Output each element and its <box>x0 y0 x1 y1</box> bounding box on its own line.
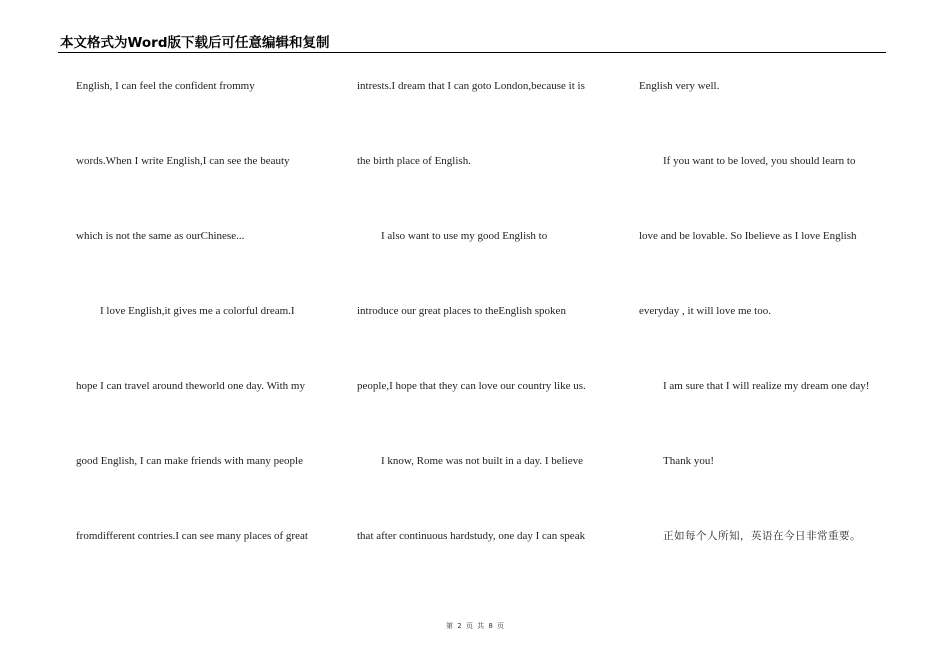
text-line: good English, I can make friends with many people <box>76 455 303 467</box>
text-line: I also want to use my good English to <box>381 230 548 242</box>
text-line: love and be lovable. So Ibelieve as I love English <box>639 230 857 242</box>
text-line: fromdifferent contries.I can see many places of great <box>76 530 308 542</box>
text-line: I know, Rome was not built in a day. I believe <box>381 455 584 467</box>
page-number: 第 2 页 共 8 页 <box>445 622 505 630</box>
text-line: the birth place of English. <box>357 155 471 167</box>
text-column-3 <box>639 0 901 620</box>
text-line: people,I hope that they can love our country like us. <box>357 380 586 392</box>
text-line: I am sure that I will realize my dream one day! <box>663 380 870 392</box>
text-column-1 <box>76 0 338 620</box>
text-line: If you want to be loved, you should learn to <box>663 155 856 167</box>
text-line: hope I can travel around theworld one day. With my <box>76 380 305 392</box>
text-line: which is not the same as ourChinese... <box>76 230 245 242</box>
text-line: Thank you! <box>663 455 715 467</box>
text-column-2 <box>357 0 619 620</box>
header-title: 本文格式为Word版下载后可任意编辑和复制 <box>60 35 330 51</box>
text-line: English very well. <box>639 80 720 92</box>
text-line: 正如每个人所知，英语在今日非常重要。 <box>663 530 861 542</box>
text-line: English, I can feel the confident frommy <box>76 80 255 92</box>
text-line: introduce our great places to theEnglish spoken <box>357 305 566 317</box>
text-line: intrests.I dream that I can goto London,because it is <box>357 80 585 92</box>
text-line: I love English,it gives me a colorful dream.I <box>100 305 295 317</box>
text-line: words.When I write English,I can see the beauty <box>76 155 290 167</box>
text-line: everyday , it will love me too. <box>639 305 771 317</box>
text-line: that after continuous hardstudy, one day I can speak <box>357 530 586 542</box>
